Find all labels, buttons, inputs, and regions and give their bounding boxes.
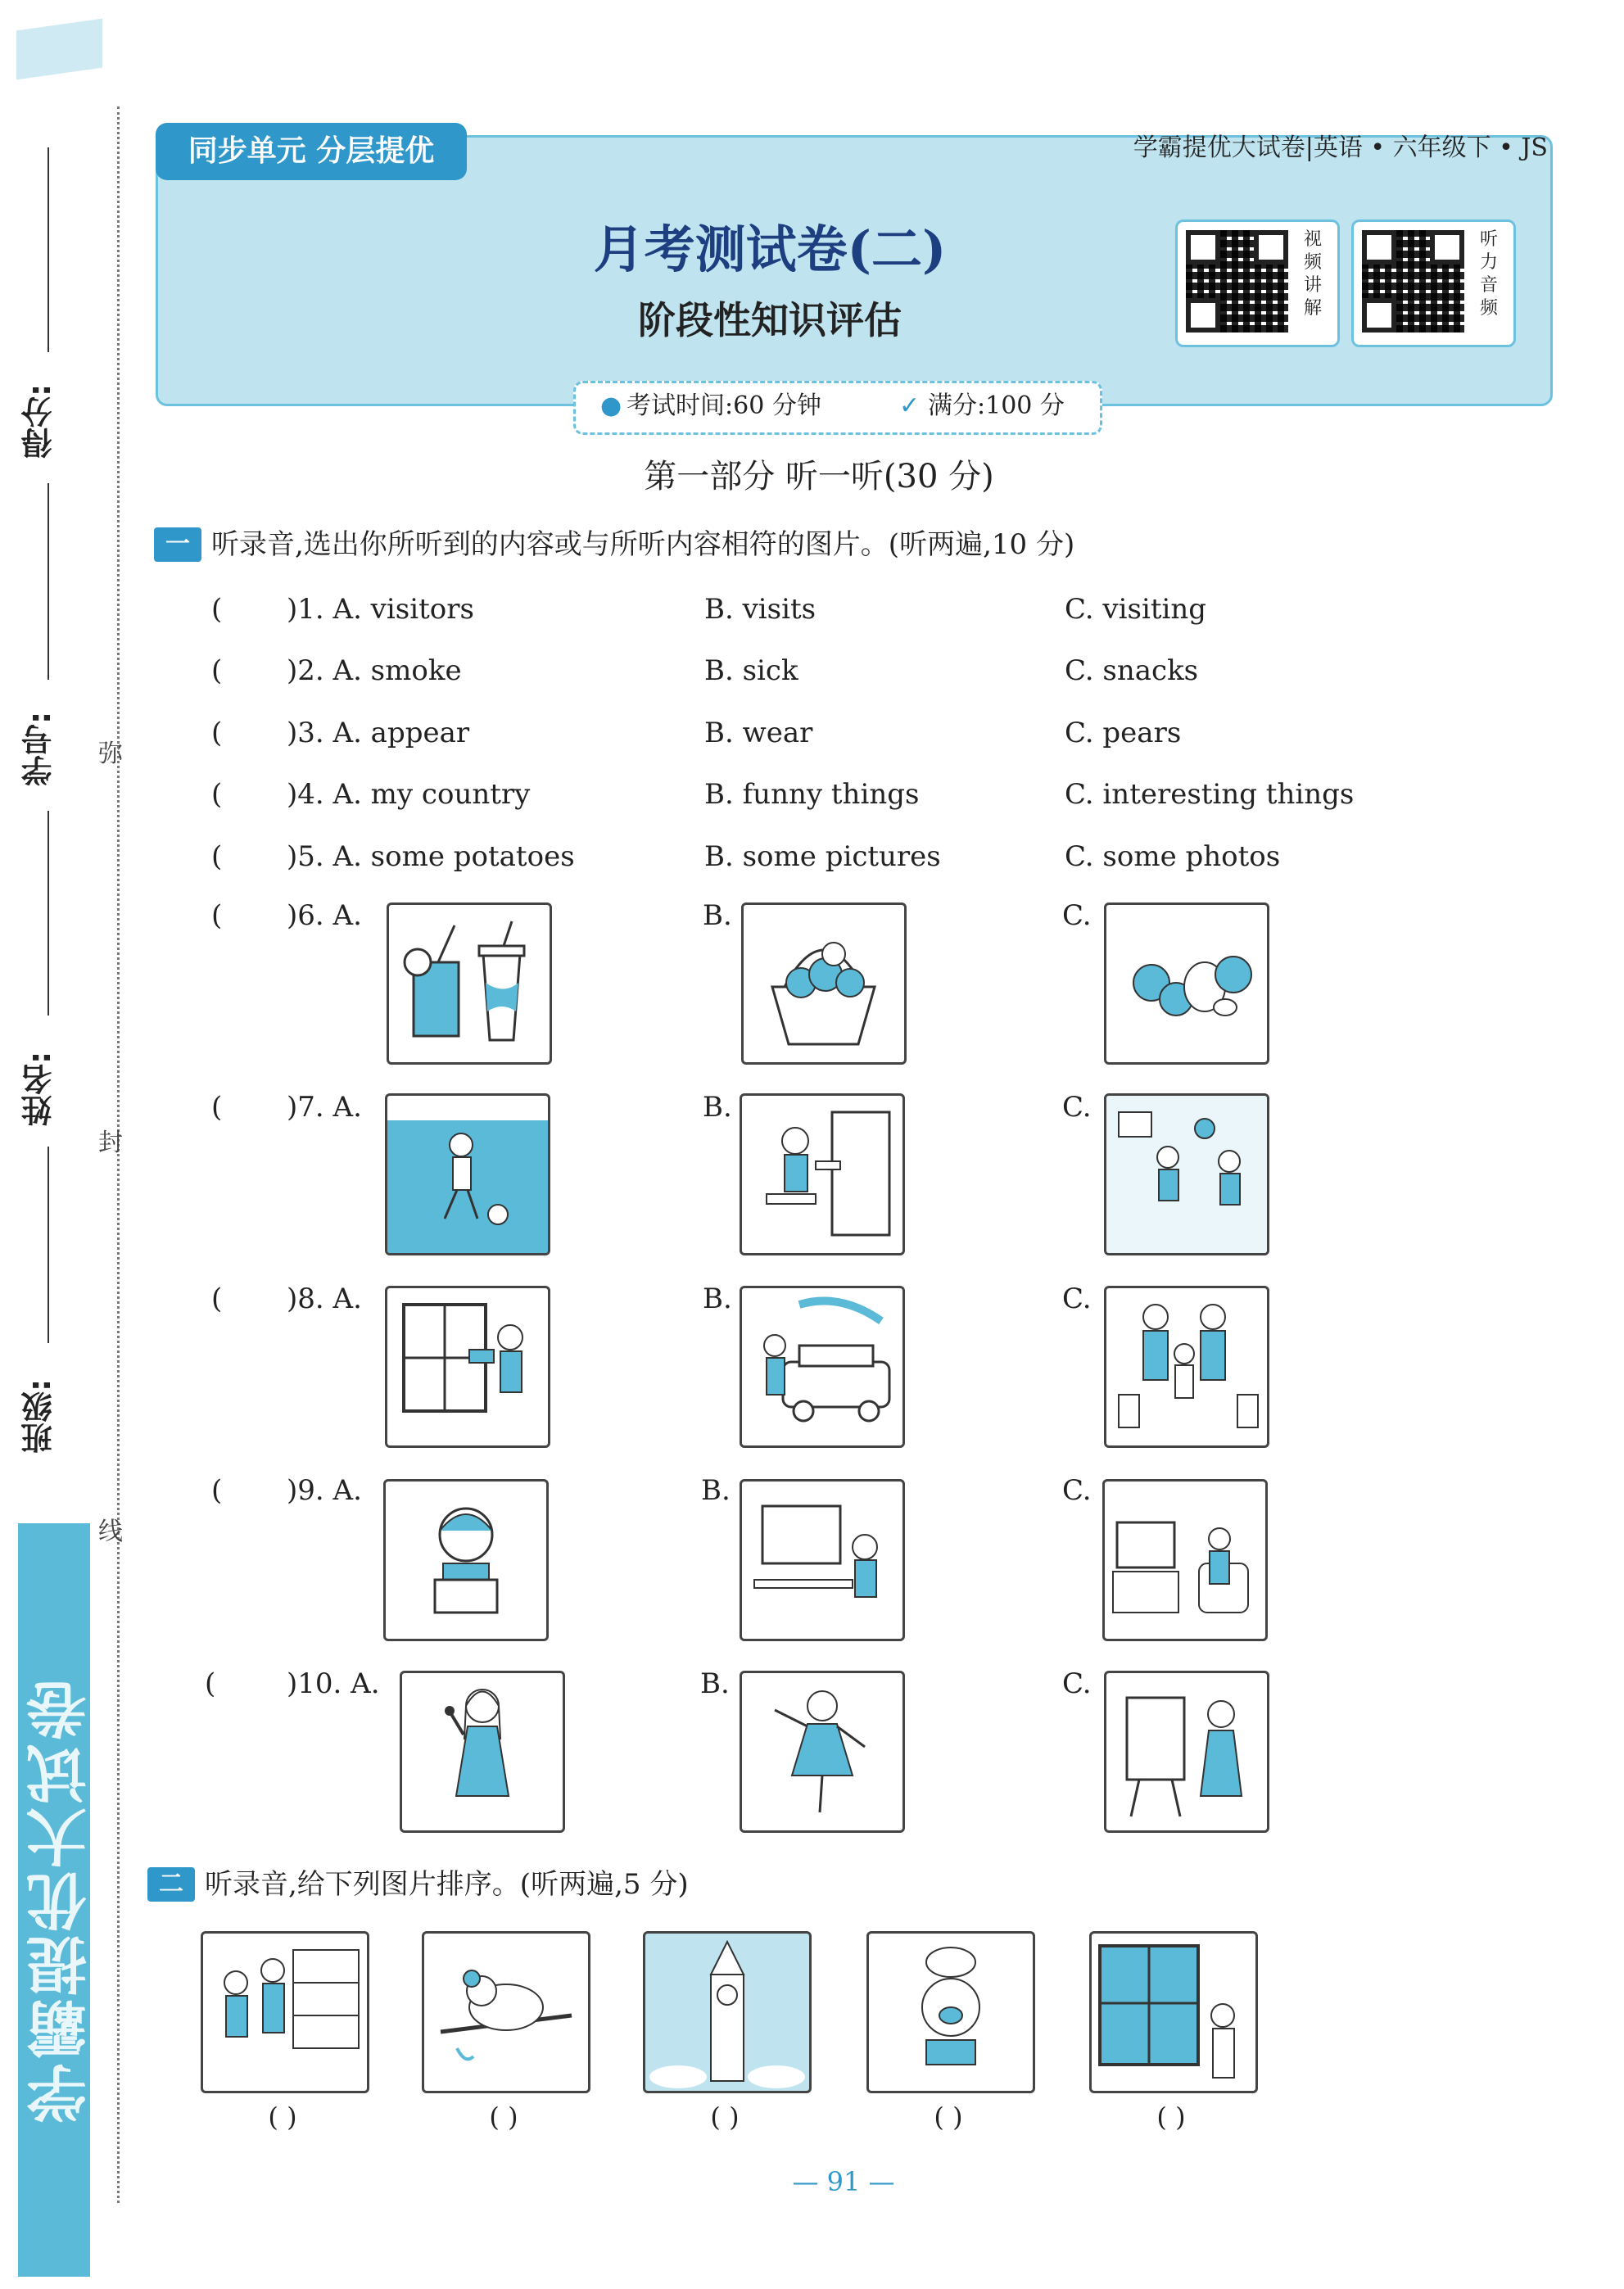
label-b: B. [703,899,732,932]
order-picture-rainy-window[interactable] [1089,1931,1258,2093]
question-row-1 [205,585,1433,634]
series-vertical-text: 学霸提优大试卷 [26,1676,97,2124]
section1-title: 听录音,选出你所听到的内容或与所听内容相符的图片。(听两遍,10 分) [211,528,1075,561]
option-b: B. wear [704,717,813,749]
question-row-4 [205,770,1433,819]
order-answer-2[interactable]: ( ) [489,2101,518,2133]
audio-qr-label: 听力音频 [1479,229,1498,319]
order-picture-pig-chef[interactable] [866,1931,1035,2093]
question-10-label: )10. A. [287,1667,380,1700]
picture-singing[interactable] [400,1671,565,1833]
score-line [47,147,49,352]
question-row-5 [205,832,1433,881]
label-b: B. [703,1091,732,1124]
label-c: C. [1062,899,1092,932]
picture-cleaning-window[interactable] [385,1286,550,1448]
answer-paren[interactable]: ( [211,778,223,811]
exam-time: 考试时间:60 分钟 [627,391,821,420]
picture-playing-football[interactable] [385,1093,550,1255]
answer-paren[interactable]: ( [211,1282,223,1315]
picture-dancing[interactable] [740,1671,905,1833]
label-c: C. [1062,1282,1092,1315]
answer-paren[interactable]: ( [205,1667,216,1700]
qr-finder [1186,298,1220,332]
order-answer-1[interactable]: ( ) [268,2101,297,2133]
question-9-label: )9. A. [287,1474,362,1507]
option-b: B. funny things [704,778,920,811]
full-score: 满分:100 分 [928,391,1065,420]
label-c: C. [1062,1474,1092,1507]
picture-fruit-basket[interactable] [741,902,907,1065]
qr-finder [1254,230,1288,265]
video-qr-label: 视频讲解 [1303,229,1322,319]
qr-finder [1362,230,1396,265]
order-picture-big-ben[interactable] [643,1931,812,2093]
picture-family-travel[interactable] [1104,1286,1269,1448]
option-c: C. interesting things [1065,778,1355,811]
picture-reading-book[interactable] [383,1479,549,1641]
binding-strip [0,0,106,2289]
class-line [47,1147,49,1343]
exam-title: 月考测试卷(二) [593,219,947,279]
score-label: 得分: [21,383,57,459]
answer-paren[interactable]: ( [211,717,223,749]
clock-icon: ● [600,391,622,420]
picture-playing-basketball[interactable] [1104,1093,1269,1255]
answer-paren[interactable]: ( [211,593,223,626]
picture-watching-tv[interactable] [1102,1479,1268,1641]
answer-paren[interactable]: ( [211,899,223,932]
answer-paren[interactable]: ( [211,1474,223,1507]
name-label: 姓名: [21,1051,57,1126]
picture-drinks[interactable] [387,902,552,1065]
option-c: C. some photos [1065,840,1281,873]
picture-vegetables[interactable] [1104,902,1269,1065]
order-answer-5[interactable]: ( ) [1156,2101,1186,2133]
picture-washing-car[interactable] [740,1286,905,1448]
student-id-label: 学号: [21,711,57,786]
order-answer-4[interactable]: ( ) [934,2101,963,2133]
label-b: B. [703,1282,732,1315]
class-label: 班级: [21,1378,57,1454]
page-number: — 91 — [792,2166,895,2197]
label-b: B. [700,1667,730,1700]
exam-info-bar [573,381,1102,435]
qr-finder [1430,230,1464,265]
video-qr-code[interactable] [1175,219,1340,347]
section2-title: 听录音,给下列图片排序。(听两遍,5 分) [205,1868,689,1901]
book-title: 学霸提优大试卷|英语 • 六年级下 • JS [1133,133,1548,162]
question-row-2 [205,646,1433,695]
option-a: )3. A. appear [287,717,470,749]
qr-finder [1186,230,1220,265]
question-row-3 [205,708,1433,758]
answer-paren[interactable]: ( [211,1091,223,1124]
picture-using-computer[interactable] [740,1479,905,1641]
section1-badge: 一 [154,527,201,562]
label-b: B. [701,1474,731,1507]
order-picture-koala[interactable] [422,1931,590,2093]
check-icon: ✓ [899,391,921,420]
name-line [47,811,49,1016]
option-c: C. visiting [1065,593,1207,626]
option-b: B. sick [704,654,798,687]
option-c: C. pears [1065,717,1182,749]
seal-char-1: 弥 [98,740,123,768]
question-6-label: )6. A. [287,899,362,932]
option-b: B. some pictures [704,840,941,873]
option-a: )1. A. visitors [287,593,474,626]
strip-top-decoration [16,19,102,80]
picture-painting[interactable] [1104,1671,1269,1833]
order-picture-supermarket[interactable] [201,1931,369,2093]
student-id-line [47,483,49,680]
audio-qr-code[interactable] [1351,219,1516,347]
picture-playing-piano[interactable] [740,1093,905,1255]
option-a: )2. A. smoke [287,654,462,687]
order-answer-3[interactable]: ( ) [710,2101,740,2133]
qr-finder [1362,298,1396,332]
question-7-label: )7. A. [287,1091,362,1124]
question-8-label: )8. A. [287,1282,362,1315]
part-title: 第一部分 听一听(30 分) [644,458,994,495]
option-a: )4. A. my country [287,778,531,811]
option-a: )5. A. some potatoes [287,840,575,873]
option-b: B. visits [704,593,817,626]
answer-paren[interactable]: ( [211,840,223,873]
option-c: C. snacks [1065,654,1199,687]
exam-subtitle: 阶段性知识评估 [638,298,902,342]
series-tag: 同步单元 分层提优 [156,123,467,180]
label-c: C. [1062,1091,1092,1124]
seal-char-3: 线 [98,1518,123,1546]
answer-paren[interactable]: ( [211,654,223,687]
seal-char-2: 封 [98,1129,123,1157]
label-c: C. [1062,1667,1092,1700]
section2-badge: 二 [147,1867,195,1902]
